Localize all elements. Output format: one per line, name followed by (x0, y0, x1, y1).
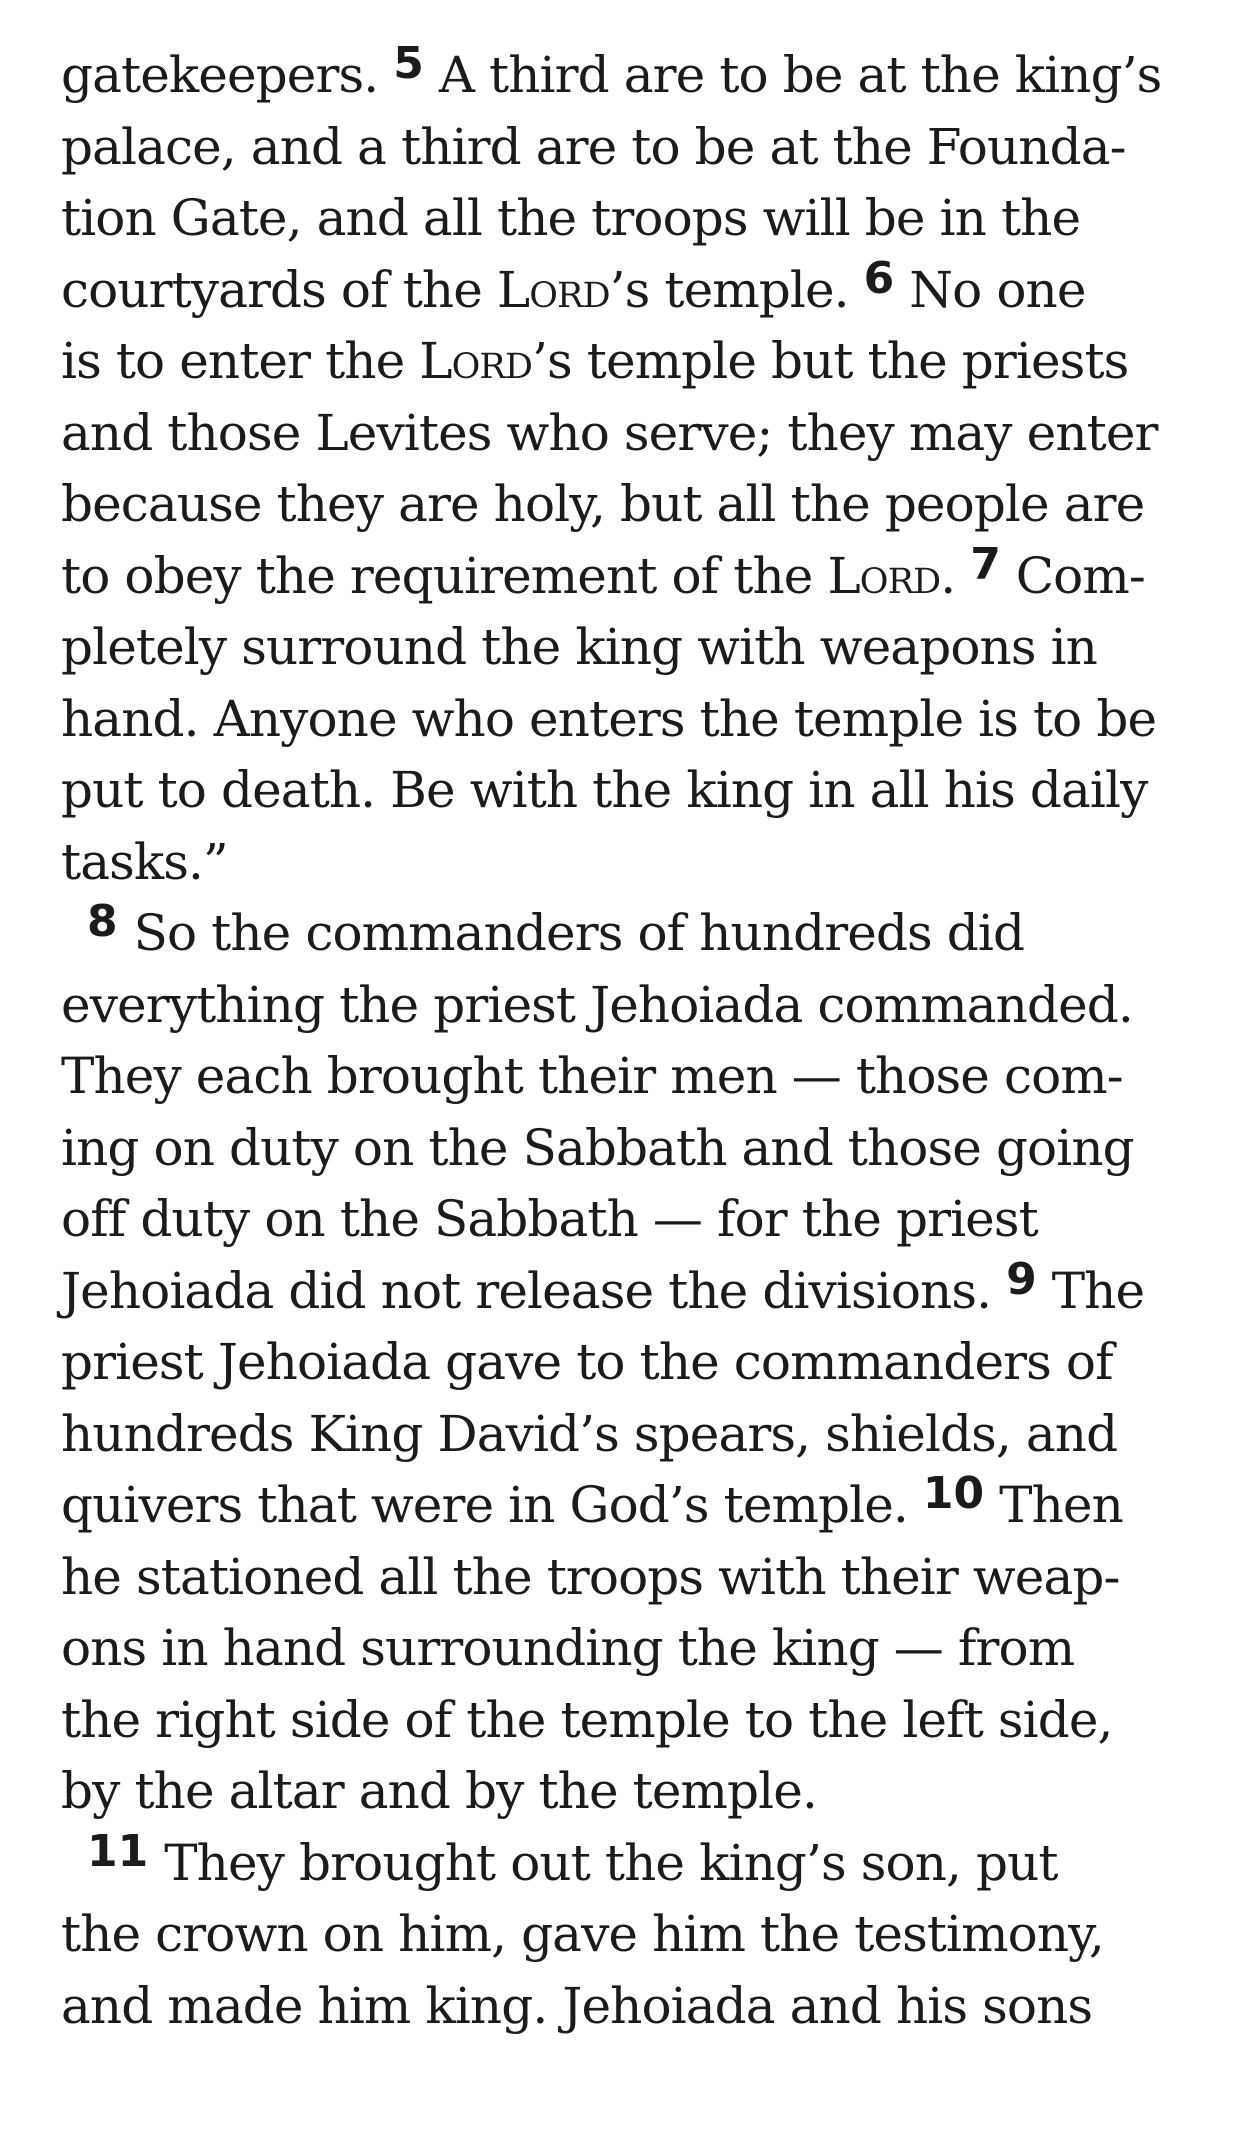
verse-number-8: 8 (87, 896, 118, 947)
text-run: to obey the requirement of the (61, 546, 828, 605)
text-line: everything the priest Jehoiada commanded. (61, 975, 1133, 1034)
paragraph-verse-11 (61, 1825, 1191, 2043)
text-line: ons in hand surrounding the king — from (61, 1619, 1075, 1677)
scripture-page (61, 40, 1191, 2042)
paragraph-verses-8-10 (61, 898, 1191, 1828)
verse-number-11: 11 (87, 1825, 149, 1877)
text-line: by the altar and by the temple. (61, 1762, 817, 1820)
text-line (61, 1253, 1191, 1328)
text-run: gatekeepers. (61, 46, 394, 104)
text-run: No one (894, 260, 1086, 319)
verse-number-7: 7 (970, 538, 1001, 590)
text-run: ’s temple. (609, 260, 864, 319)
verse-number-9: 9 (1006, 1253, 1037, 1305)
text-line: ing on duty on the Sabbath and those going (61, 1118, 1134, 1177)
verse-number-6: 6 (863, 252, 895, 304)
text-run: Jehoiada did not release the divisions. (61, 1261, 1007, 1320)
text-line: he stationed all the troops with their weap- (61, 1547, 1120, 1606)
text-line (61, 898, 1191, 970)
text-line: They each brought their men — those com- (61, 1047, 1123, 1105)
text-line: hundreds King David’s spears, shields, and (61, 1404, 1118, 1463)
text-run: is to enter the (61, 332, 420, 390)
text-line (61, 1825, 1191, 1900)
text-line (61, 326, 1191, 398)
text-run: Then (984, 1476, 1123, 1534)
paragraph-verses-5-7 (61, 40, 1191, 898)
verse-number-10: 10 (922, 1468, 985, 1519)
divine-name: Lord (419, 332, 532, 390)
text-line: and those Levites who serve; they may enter (61, 403, 1158, 462)
text-line: tasks.” (61, 832, 228, 891)
text-run: They brought out the king’s son, put (164, 1833, 1058, 1892)
text-run: Com- (1000, 546, 1145, 605)
text-line: off duty on the Sabbath — for the priest (61, 1190, 1038, 1248)
verse-number-5: 5 (393, 38, 424, 89)
divine-name: Lord (827, 546, 941, 605)
text-line: the right side of the temple to the left side, (61, 1690, 1113, 1749)
text-line: tion Gate, and all the troops will be in the (61, 189, 1081, 247)
text-line: hand. Anyone who enters the temple is to be (61, 689, 1157, 748)
text-line (61, 40, 1191, 112)
text-line: put to death. Be with the king in all his daily (61, 761, 1148, 819)
text-run: So the commanders of hundreds did (133, 904, 1025, 962)
divine-name: Lord (496, 260, 610, 319)
text-run: . (940, 546, 971, 605)
text-run: ’s temple but the priests (532, 332, 1129, 390)
text-run: The (1036, 1261, 1145, 1320)
text-line (61, 1470, 1191, 1542)
text-run: A third are to be at the king’s (423, 46, 1162, 104)
text-line (61, 538, 1191, 613)
text-run: quivers that were in God’s temple. (61, 1476, 923, 1534)
text-line: and made him king. Jehoiada and his sons (61, 1976, 1093, 2035)
text-line: the crown on him, gave him the testimony, (61, 1905, 1104, 1963)
text-run: courtyards of the (61, 260, 497, 319)
text-line: palace, and a third are to be at the Founda- (61, 117, 1126, 176)
text-line: because they are holy, but all the people are (61, 475, 1145, 533)
text-line (61, 252, 1191, 327)
text-line: pletely surround the king with weapons in (61, 618, 1097, 676)
text-line: priest Jehoiada gave to the commanders of (61, 1333, 1113, 1391)
